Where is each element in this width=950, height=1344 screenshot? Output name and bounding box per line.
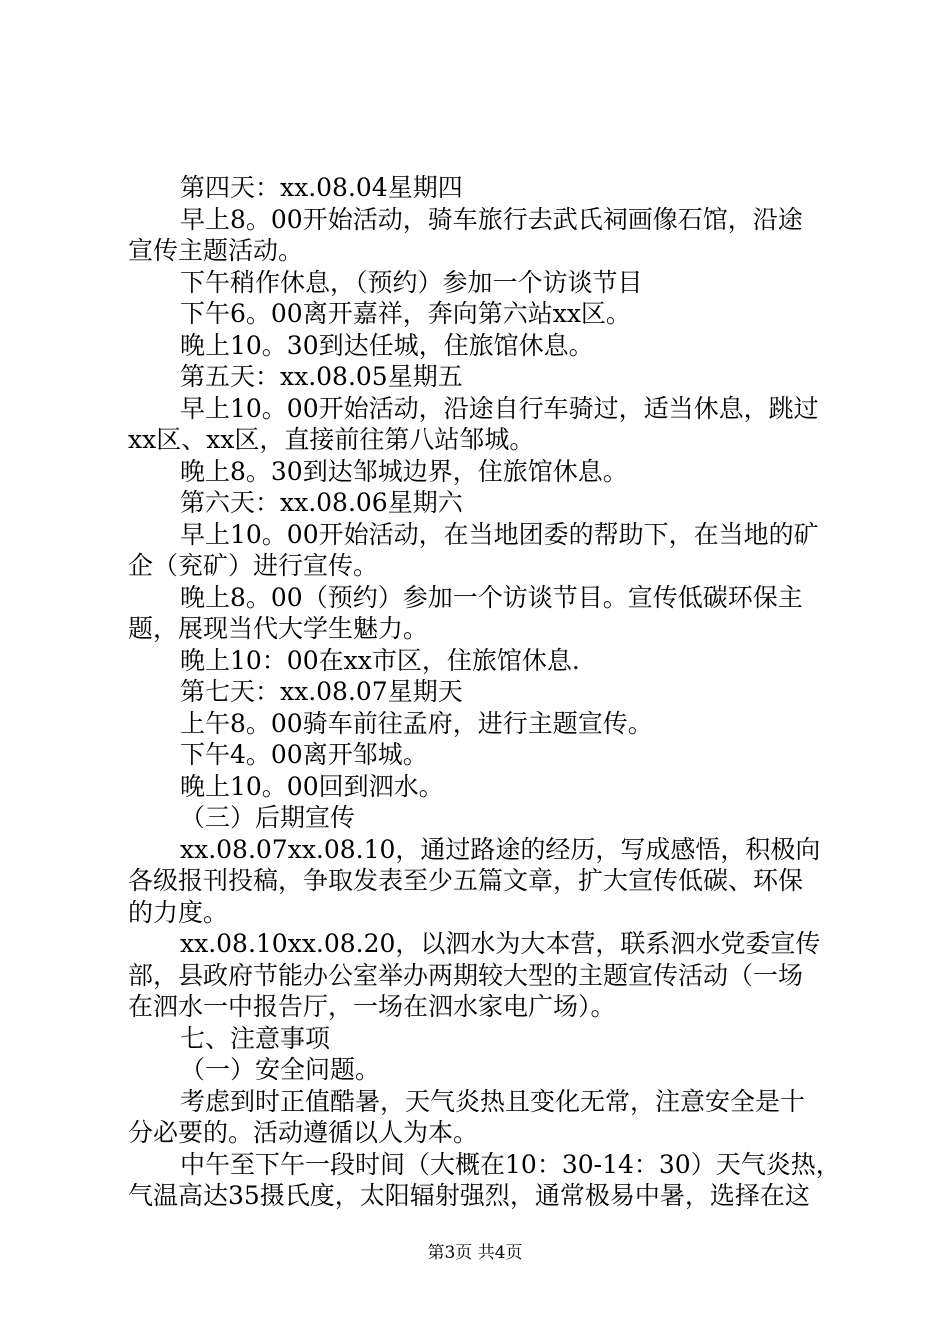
text-line: 晚上8。30到达邹城边界，住旅馆休息。 [180, 456, 628, 486]
text-line: 下午4。00离开邹城。 [180, 740, 428, 769]
text-line: 企（兖矿）进行宣传。 [128, 551, 379, 580]
text-line: 早上8。00开始活动，骑车旅行去武氏祠画像石馆，沿途 [180, 204, 803, 234]
text-line: （一）安全问题。 [180, 1055, 381, 1084]
text-line: 分必要的。活动遵循以人为本。 [128, 1118, 479, 1147]
text-line: xx.08.07xx.08.10，通过路途的经历，写成感悟，积极向 [180, 834, 821, 864]
text-line: 题，展现当代大学生魅力。 [128, 614, 429, 643]
text-line: 晚上10。30到达任城，住旅馆休息。 [180, 330, 594, 360]
text-line: 下午6。00离开嘉祥，奔向第六站xx区。 [180, 299, 631, 328]
text-line: （三）后期宣传 [180, 803, 356, 832]
text-line: 在泗水一中报告厅，一场在泗水家电广场）。 [128, 992, 616, 1021]
text-line: 各级报刊投稿，争取发表至少五篇文章，扩大宣传低碳、环保 [128, 866, 804, 895]
text-line: 宣传主题活动。 [128, 236, 304, 265]
text-line: 部，县政府节能办公室举办两期较大型的主题宣传活动（一场 [128, 960, 804, 990]
text-line: 上午8。00骑车前往孟府，进行主题宣传。 [180, 708, 653, 738]
text-line: 第五天：xx.08.05星期五 [180, 362, 463, 391]
text-line: 第六天：xx.08.06星期六 [180, 488, 463, 517]
text-line: 下午稍作休息，（预约）参加一个访谈节目 [180, 267, 643, 297]
page-number-label: 第3页 共4页 [427, 1243, 523, 1263]
text-line: 考虑到时正值酷暑，天气炎热且变化无常，注意安全是十 [180, 1086, 806, 1116]
text-line: xx区、xx区，直接前往第八站邹城。 [128, 425, 535, 454]
text-line: 晚上10。00回到泗水。 [180, 771, 444, 801]
text-line: 第七天：xx.08.07星期天 [180, 677, 463, 706]
text-line: 七、注意事项 [180, 1023, 331, 1053]
text-line: 晚上10：00在xx市区，住旅馆休息. [180, 645, 580, 675]
page-footer [0, 1241, 950, 1265]
text-line: 晚上8。00（预约）参加一个访谈节目。宣传低碳环保主 [180, 582, 803, 612]
text-line: 中午至下午一段时间（大概在10：30-14：30）天气炎热， [180, 1149, 841, 1179]
document-body [128, 172, 841, 1212]
text-line: 第四天：xx.08.04星期四 [180, 173, 463, 202]
text-line: 早上10。00开始活动，沿途自行车骑过，适当休息，跳过 [180, 393, 819, 423]
text-line: 的力度。 [128, 897, 229, 927]
text-line: xx.08.10xx.08.20，以泗水为大本营，联系泗水党委宣传 [180, 929, 821, 958]
text-line: 早上10。00开始活动，在当地团委的帮助下，在当地的矿 [180, 519, 819, 549]
text-line: 气温高达35摄氏度，太阳辐射强烈，通常极易中暑，选择在这 [128, 1181, 810, 1210]
